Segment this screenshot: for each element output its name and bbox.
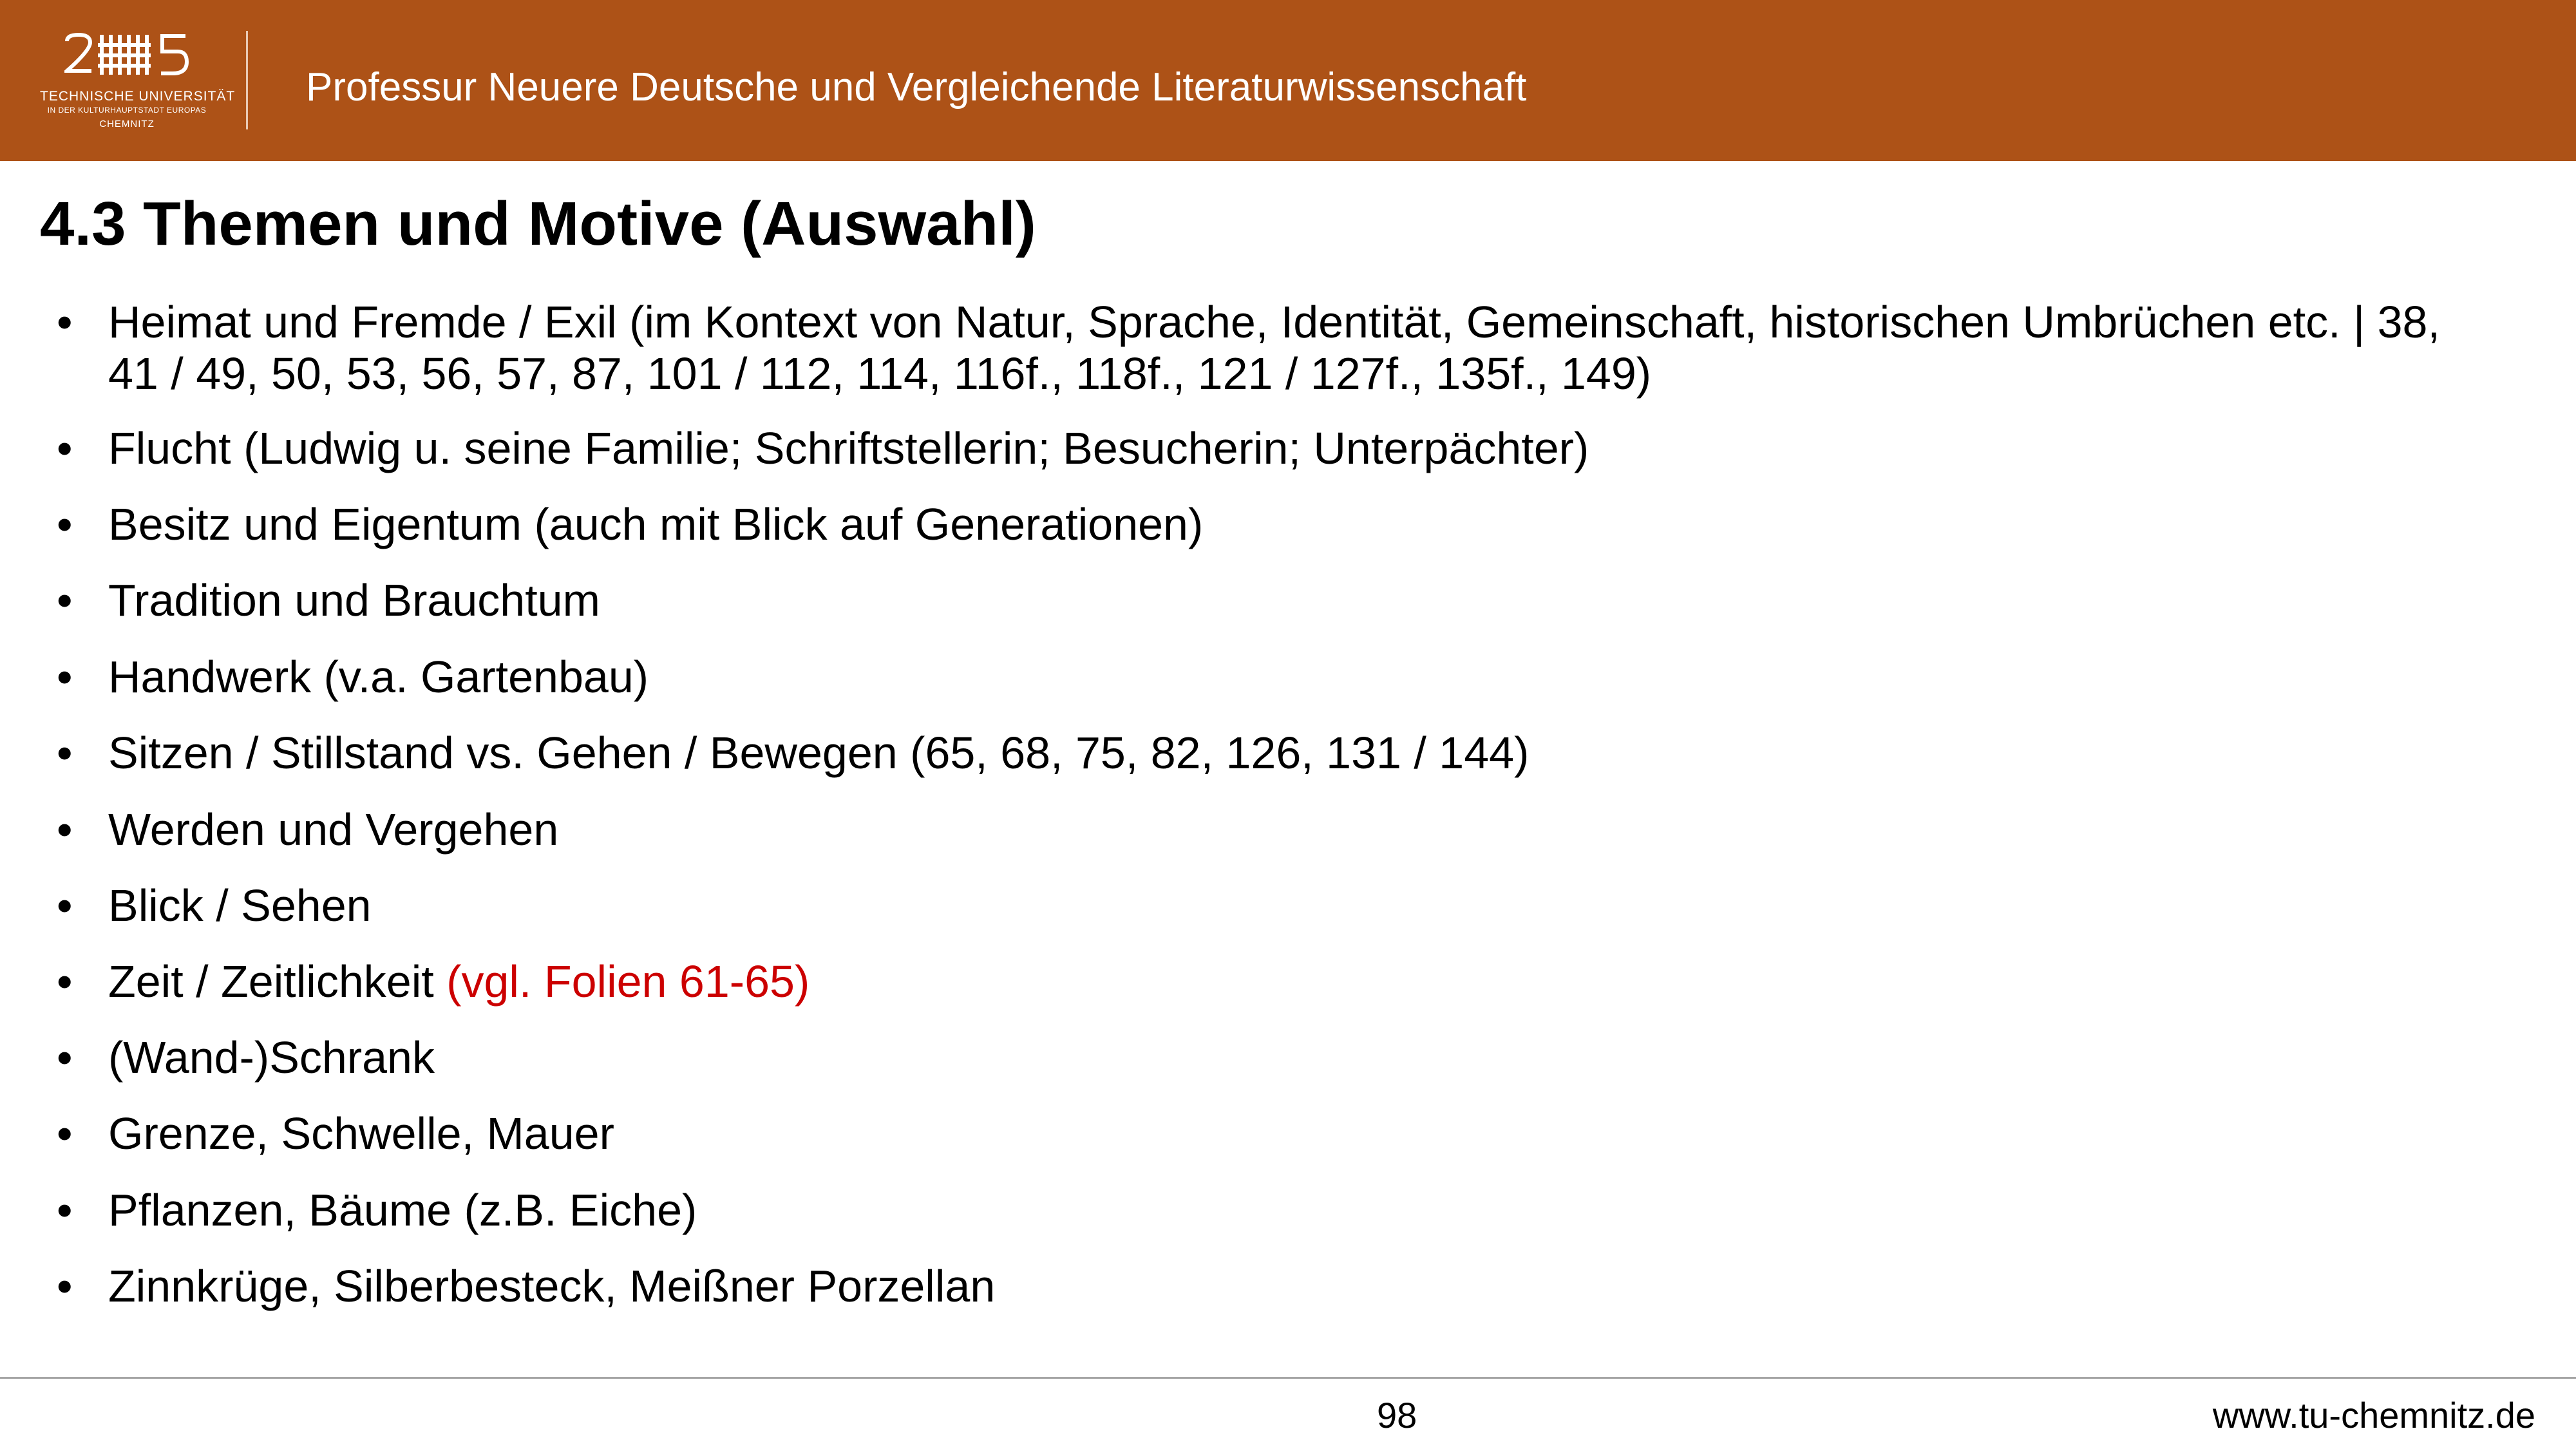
list-item-text: Besitz und Eigentum (auch mit Blick auf Generationen) [108,499,1204,549]
list-item [108,1108,2491,1159]
header-divider [246,31,248,129]
footer-divider [0,1377,2576,1379]
list-item [108,880,2491,931]
list-item-text: Zinnkrüge, Silberbesteck, Meißner Porzellan [108,1261,996,1311]
list-item [108,1184,2491,1236]
list-item-text: Zeit / Zeitlichkeit [108,956,447,1007]
list-item-text: Blick / Sehen [108,880,372,931]
list-item [108,651,2491,703]
list-item [108,727,2491,779]
list-item [108,574,2491,626]
list-item [108,422,2491,474]
list-item [108,296,2491,399]
list-item-text: (Wand-)Schrank [108,1032,435,1083]
slide-reference: (vgl. Folien 61-65) [446,956,810,1007]
list-item-text: Werden und Vergehen [108,804,559,855]
header-title: Professur Neuere Deutsche und Vergleichende Literaturwissenschaft [306,65,1527,109]
footer-url: www.tu-chemnitz.de [2212,1395,2535,1435]
list-item [108,498,2491,550]
list-item-text: Sitzen / Stillstand vs. Gehen / Bewegen (65, 68, 75, 82, 126, 131 / 144) [108,728,1530,778]
slide-title: 4.3 Themen und Motive (Auswahl) [40,189,1036,258]
list-item-text: Grenze, Schwelle, Mauer [108,1108,614,1159]
list-item-text: Handwerk (v.a. Gartenbau) [108,652,649,702]
list-item [108,956,2491,1007]
header-bar [0,0,2576,161]
list-item-text: Pflanzen, Bäume (z.B. Eiche) [108,1185,697,1235]
page-number: 98 [1377,1395,1417,1435]
list-item [108,1032,2491,1083]
university-logo [40,32,236,138]
logo-line-city: CHEMNITZ [99,118,155,129]
list-item [108,1260,2491,1312]
list-item-text: Flucht (Ludwig u. seine Familie; Schriftstellerin; Besucherin; Unterpächter) [108,423,1589,473]
list-item-text: Tradition und Brauchtum [108,575,600,625]
list-item-text: Heimat und Fremde / Exil (im Kontext von Natur, Sprache, Identität, Gemeinschaft, historischen Umbrüchen etc. | 38, 41 / 49, 50, 53, 56, 57, 87, 101 / 112, 114, 116f., 118f., 121 / 127f., 135f., 149) [108,297,2440,399]
university-logo-icon [64,32,189,79]
list-item [108,804,2491,855]
logo-line-subtitle: IN DER KULTURHAUPTSTADT EUROPAS [47,106,207,115]
logo-line-university: TECHNISCHE UNIVERSITÄT [40,89,236,104]
